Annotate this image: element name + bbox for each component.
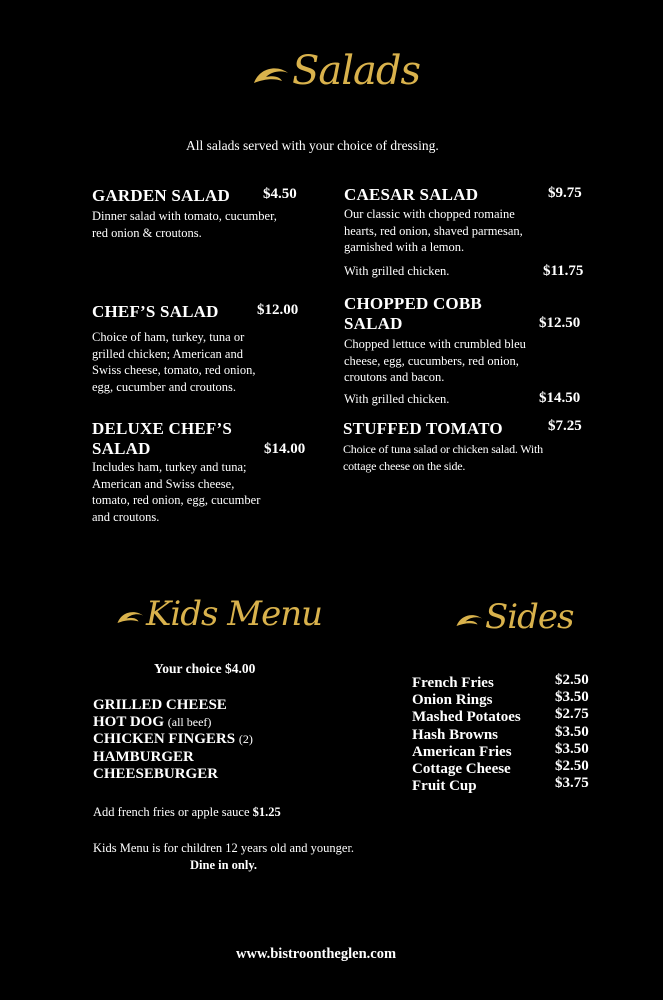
salad-price: $12.50 — [539, 315, 581, 331]
salads-title-text: Salads — [292, 48, 421, 94]
salads-title — [252, 48, 420, 97]
sides-items-list — [412, 672, 597, 795]
salad-name: GARDEN SALAD — [92, 186, 230, 205]
salad-price: $7.25 — [548, 418, 582, 434]
list-item: HOT DOG (all beef) — [93, 714, 212, 731]
list-item: CHICKEN FINGERS (2) — [93, 731, 253, 748]
salad-price: $14.00 — [264, 441, 306, 457]
salad-price: $9.75 — [548, 185, 582, 201]
kids-choice: Your choice $4.00 — [154, 661, 256, 676]
swash-ornament-icon — [116, 596, 146, 636]
kids-menu-title — [116, 594, 322, 636]
salad-name: CHEF’S SALAD — [92, 302, 219, 321]
list-item: Mashed Potatoes $2.75 — [412, 706, 589, 726]
kids-items-list — [93, 697, 253, 783]
salad-addon-price: $11.75 — [543, 263, 584, 279]
kids-addon: Add french fries or apple sauce $1.25 — [93, 805, 281, 819]
list-item: GRILLED CHEESE — [93, 697, 227, 713]
list-item: Cottage Cheese $2.50 — [412, 758, 589, 778]
list-item: American Fries $3.50 — [412, 740, 589, 760]
list-item: HAMBURGER — [93, 748, 194, 765]
website-link[interactable]: www.bistroontheglen.com — [236, 946, 397, 962]
salad-desc: Choice of tuna salad or chicken salad. With cottage cheese on the side. — [343, 442, 543, 473]
kids-dine-in: Dine in only. — [190, 858, 258, 872]
list-item: Hash Browns $3.50 — [412, 723, 589, 743]
salad-price: $12.00 — [257, 302, 299, 318]
salad-addon: With grilled chicken. — [344, 264, 450, 278]
salad-name: CAESAR SALAD — [344, 185, 479, 204]
salads-subtitle: All salads served with your choice of dressing. — [186, 138, 439, 153]
salad-addon-price: $14.50 — [539, 390, 581, 406]
kids-age-note: Kids Menu is for children 12 years old and younger. — [93, 841, 355, 855]
salad-desc: Our classic with chopped romaine hearts, red onion, shaved parmesan, garnished with a lemon. — [344, 207, 523, 254]
swash-ornament-icon — [455, 599, 485, 639]
sides-title-text: Sides — [485, 597, 574, 637]
sides-title — [455, 597, 574, 639]
list-item: Fruit Cup $3.75 — [412, 775, 589, 795]
list-item: CHEESEBURGER — [93, 765, 219, 782]
salad-desc: Chopped lettuce with crumbled bleu cheese, egg, cucumbers, red onion, croutons and bacon. — [344, 337, 526, 384]
salad-name: CHOPPED COBB SALAD — [344, 294, 482, 333]
list-item: Onion Rings $3.50 — [412, 689, 589, 709]
salad-price: $4.50 — [263, 186, 297, 202]
salad-name: STUFFED TOMATO — [343, 419, 503, 438]
kids-menu-title-text: Kids Menu — [146, 594, 323, 634]
swash-ornament-icon — [252, 51, 292, 97]
list-item: French Fries $2.50 — [412, 672, 589, 691]
salad-name: DELUXE CHEF’S SALAD — [92, 419, 233, 458]
salad-addon: With grilled chicken. — [344, 392, 450, 406]
salad-desc: Dinner salad with tomato, cucumber, red onion & croutons. — [92, 209, 277, 240]
salad-desc: Includes ham, turkey and tuna; American and Swiss cheese, tomato, red onion, egg, cucumber and croutons. — [92, 460, 261, 524]
salad-desc: Choice of ham, turkey, tuna or grilled chicken; American and Swiss cheese, tomato, red onion, egg, cucumber and croutons. — [92, 330, 256, 394]
